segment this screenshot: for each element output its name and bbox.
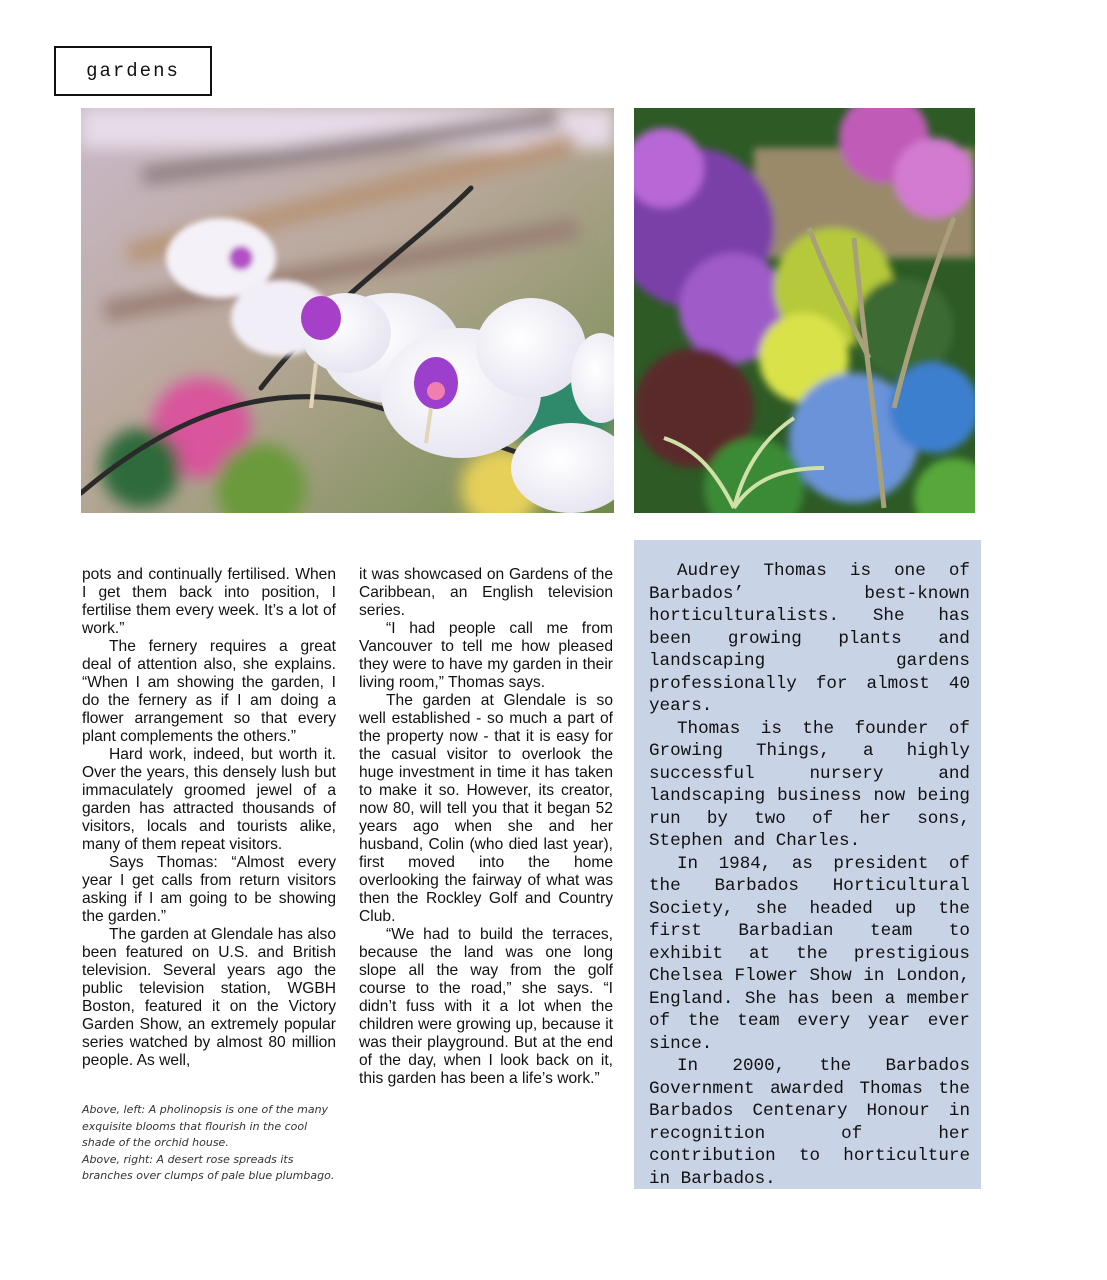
section-label: gardens bbox=[54, 46, 212, 96]
bio-sidebar bbox=[634, 540, 981, 1189]
column1-paragraph: The garden at Glendale has also been featured on U.S. and British television. Several years ago the public television station, WGBH Boston, featured it on the Victory Garden Show, an extremely popular series watched by almost 80 million people. As well, bbox=[82, 926, 336, 1069]
column1-paragraph: Hard work, indeed, but worth it. Over the years, this densely lush but immaculately groomed jewel of a garden has attracted thousands of visitors, locals and tourists alike, many of them repeat visitors. bbox=[82, 746, 336, 853]
column2-paragraph: The garden at Glendale is so well established - so much a part of the property now - that it is easy for the casual visitor to overlook the huge investment in time it has taken to make it so. However, its creator, now 80, will tell you that it began 52 years ago when she and her husband, Colin (who died last year), first moved into the home overlooking the fairway of what was then the Rockley Golf and Country Club. bbox=[359, 692, 613, 925]
sidebar-paragraph: In 1984, as president of the Barbados Horticultural Society, she headed up the first Barbadian team to exhibit at the prestigious Chelsea Flower Show in London, England. She has been a member of the team every year ever since. bbox=[649, 853, 970, 1054]
sidebar-paragraph: In 2000, the Barbados Government awarded Thomas the Barbados Centenary Honour in recognition of her contribution to horticulture in Barbados. bbox=[649, 1056, 970, 1189]
column2-paragraph: “We had to build the terraces, because the land was one long slope all the way from the golf course to the road,” she says. “I didn’t fuss with it a lot when the children were growing up, because it was their playground. But at the end of the day, when I look back on it, this garden has been a life’s work.” bbox=[359, 926, 613, 1087]
column1-paragraph: pots and continually fertilised. When I get them back into position, I fertilise them every week. It’s a lot of work.” bbox=[82, 566, 336, 637]
column1-paragraph: The fernery requires a great deal of attention also, she explains. “When I am showing the garden, I do the fernery as if I am doing a flower arrangement so that every plant complements the others.” bbox=[82, 638, 336, 745]
photo-caption bbox=[82, 1102, 340, 1185]
sidebar-paragraph: Audrey Thomas is one of Barbados’ best-known horticulturalists. She has been growing plants and landscaping gardens professionally for almost 40 years. bbox=[649, 561, 970, 716]
desert-rose-photo-icon bbox=[634, 108, 975, 513]
caption-left: Above, left: A pholinopsis is one of the many exquisite blooms that flourish in the cool shade of the orchid house. bbox=[82, 1103, 329, 1149]
article-column-2 bbox=[359, 566, 613, 1088]
orchid-photo bbox=[81, 108, 614, 513]
column2-paragraph: it was showcased on Gardens of the Caribbean, an English television series. bbox=[359, 566, 613, 619]
desert-rose-photo bbox=[634, 108, 975, 513]
orchid-photo-icon bbox=[81, 108, 614, 513]
column2-paragraph: “I had people call me from Vancouver to tell me how pleased they were to have my garden in their living room,” Thomas says. bbox=[359, 620, 613, 691]
sidebar-paragraph: Thomas is the founder of Growing Things, a highly successful nursery and landscaping business now being run by two of her sons, Stephen and Charles. bbox=[649, 718, 970, 851]
article-column-1 bbox=[82, 566, 336, 1070]
column1-paragraph: Says Thomas: “Almost every year I get calls from return visitors asking if I am going to be showing the garden.” bbox=[82, 854, 336, 925]
caption-right: Above, right: A desert rose spreads its branches over clumps of pale blue plumbago. bbox=[82, 1152, 335, 1182]
